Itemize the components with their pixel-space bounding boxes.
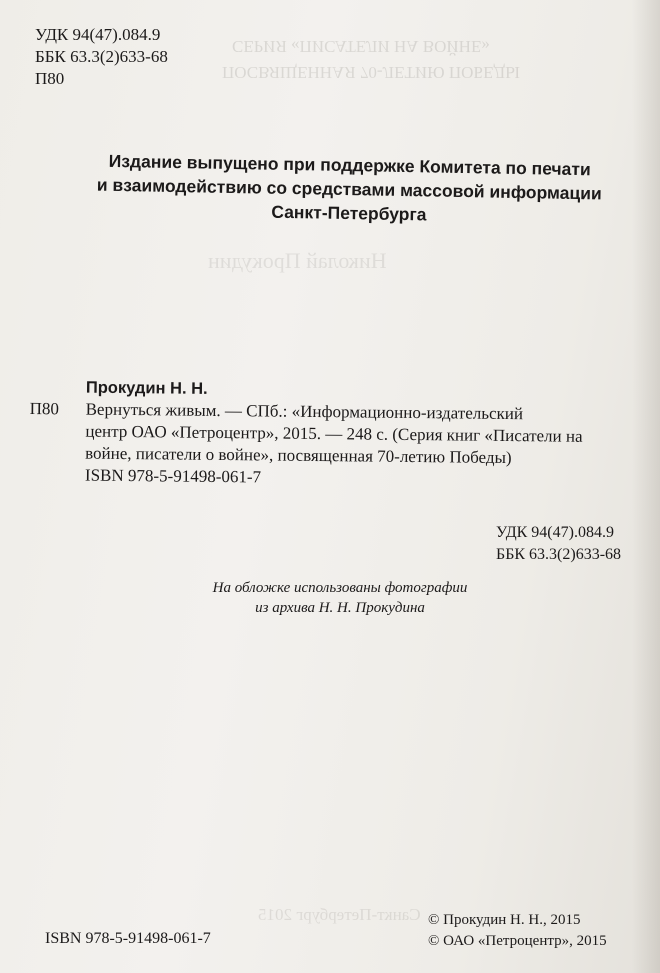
copyright-author: © Прокудин Н. Н., 2015 (428, 912, 581, 928)
cover-note-line-1: На обложке использованы фотографии (212, 580, 468, 596)
classification-codes-right (496, 522, 621, 566)
record-line-3: войне, писатели о войне», посвященная 70-летию Победы) (85, 443, 512, 468)
support-line-1: Издание выпущено при поддержке Комитета по печати (108, 150, 591, 180)
cover-note-line-2: из архива Н. Н. Прокудина (255, 600, 425, 616)
record-isbn: ISBN 978-5-91498-061-7 (84, 465, 262, 487)
bleed-through-text: Николай Прокудин (208, 248, 387, 273)
udk-code: УДК 94(47).084.9 (35, 25, 161, 44)
bleed-through-text: Санкт-Петербург 2015 (258, 905, 421, 924)
bbk-code: ББК 63.3(2)633-68 (35, 47, 168, 66)
record-line-1: Вернуться живым. — СПб.: «Информационно-издательский (85, 399, 524, 424)
record-line-2: центр ОАО «Петроцентр», 2015. — 248 с. (Серия книг «Писатели на (85, 421, 583, 446)
record-author-mark: П80 (29, 398, 60, 419)
footer-isbn: ISBN 978-5-91498-061-7 (45, 930, 211, 947)
bleed-through-text: СЕРИЯ «ПИСАТЕЛИ НА ВОЙНЕ» (232, 37, 490, 56)
classification-codes-top (35, 24, 168, 90)
bbk-code-right: ББК 63.3(2)633-68 (496, 546, 622, 563)
bibliographic-record (29, 376, 645, 492)
udk-code-right: УДК 94(47).084.9 (496, 524, 614, 541)
publication-support-note (59, 148, 640, 230)
record-author: Прокудин Н. Н. (85, 378, 208, 398)
copyright-block (428, 910, 607, 952)
support-line-3: Санкт-Петербурга (271, 201, 427, 225)
author-mark: П80 (35, 69, 65, 88)
bleed-through-text: ПОСВЯЩЕННАЯ 70-ЛЕТИЮ ПОБЕДЫ (222, 63, 520, 82)
cover-photo-credit (180, 578, 500, 618)
copyright-publisher: © ОАО «Петроцентр», 2015 (428, 933, 607, 949)
support-line-2: и взаимодействию со средствами массовой информации (96, 174, 602, 204)
